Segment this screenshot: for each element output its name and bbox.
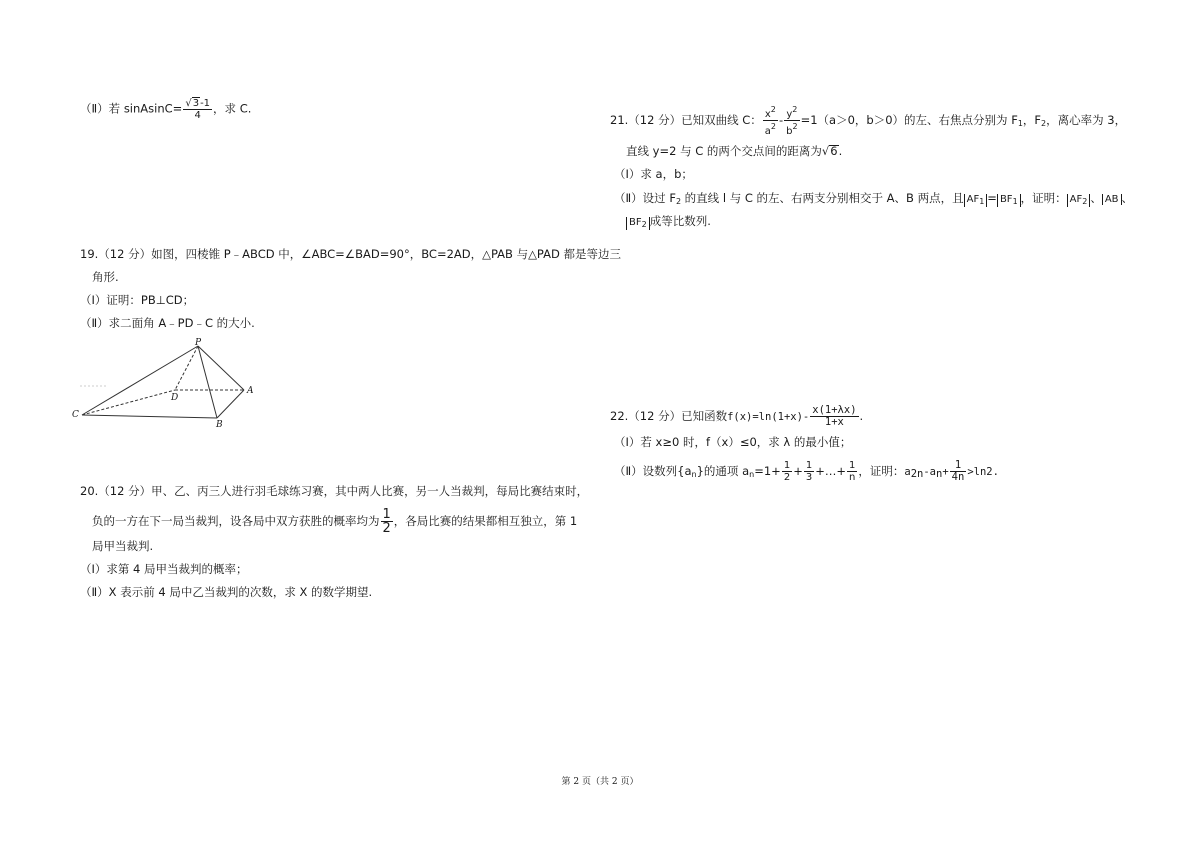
q18-part2-suffix: ，求 C.	[213, 101, 252, 116]
q21-b-exp: 2	[792, 122, 798, 131]
q22-prefix: 22.（12 分）已知函数	[610, 409, 728, 423]
q22-f4d: 4n	[951, 471, 965, 483]
q22-plus2: +	[942, 466, 949, 478]
q21-x-exp: 2	[770, 105, 776, 114]
label-D: D	[171, 393, 179, 403]
q21-abs-bf1	[997, 194, 1021, 207]
q21-part2-mid: 的直线 l 与 C 的左、右两支分别相交于 A、B 两点，且	[681, 191, 964, 205]
q21-minus: -	[779, 113, 784, 127]
q21-abs-af1	[964, 194, 988, 207]
q21-bf1-sub: 1	[1012, 197, 1018, 206]
q22-subn: n	[936, 468, 943, 480]
page-footer: 第 2 页（共 2 页）	[561, 777, 639, 787]
label-A: A	[247, 386, 254, 396]
q22-den: 1+x	[824, 416, 844, 428]
q22-frac1	[782, 460, 792, 483]
q21-eq: =	[987, 191, 997, 205]
q22-part1: （Ⅰ）若 x≥0 时，f（x）≤0，求 λ 的最小值；	[614, 435, 852, 449]
q21-x-frac	[763, 104, 778, 137]
q20-line1: 20.（12 分）甲、乙、丙三人进行羽毛球练习赛，其中两人比赛，另一人当裁判，每局比赛结束时，	[80, 484, 589, 498]
q20-part2: （Ⅱ）X 表示前 4 局中乙当裁判的次数，求 X 的数学期望.	[80, 585, 373, 599]
q21-sub1: 1	[1017, 119, 1023, 128]
q21-b: b	[786, 126, 793, 137]
q22-part2-prefix: （Ⅱ）设数列{a	[614, 464, 692, 478]
q20-half-num: 1	[382, 507, 391, 522]
q18-part2	[80, 97, 251, 121]
q22-period: .	[859, 409, 864, 423]
q21-comma: 、	[1090, 191, 1102, 205]
q20-part1: （Ⅰ）求第 4 局甲当裁判的概率；	[80, 562, 248, 576]
label-P: P	[195, 338, 202, 348]
q21-y: y	[786, 109, 793, 120]
q21-tail: ，离心率为 3，	[1046, 113, 1127, 127]
q21-af2: AF	[1069, 194, 1083, 205]
q21-part2-suffix: ，证明：	[1020, 191, 1067, 205]
q22-line1	[610, 405, 863, 428]
q19-line2: 角形.	[92, 270, 119, 284]
q22-a2n: a	[904, 466, 911, 478]
q22-eq1: =1+	[754, 464, 781, 478]
q18-num-rest: -1	[200, 98, 211, 109]
q22-f1d: 2	[783, 472, 791, 483]
q22-frac4	[950, 460, 967, 483]
q22-part2	[614, 460, 999, 483]
q20-line2-suffix: ，各局比赛的结果都相互独立，第 1	[393, 514, 578, 528]
q21-x: x	[764, 109, 771, 120]
q21-line2-suffix: .	[838, 144, 843, 158]
q22-func: f(x)=ln(1+x)-	[727, 411, 810, 423]
q22-f2n: 1	[805, 460, 813, 471]
q21-part2-prefix: （Ⅱ）设过 F	[614, 191, 676, 205]
q21-part1: （Ⅰ）求 a，b；	[614, 167, 693, 181]
q21-line1	[610, 104, 1126, 137]
q21-mid: ，F	[1022, 113, 1042, 127]
q21-part2	[614, 190, 1133, 210]
q20-line2-prefix: 负的一方在下一局当裁判，设各局中双方获胜的概率均为	[92, 514, 380, 528]
q22-dots: +…+	[815, 464, 846, 478]
q20-line3: 局甲当裁判.	[92, 539, 154, 553]
q18-fraction: $\frac{√3-1}{4}$	[185, 98, 211, 121]
label-C: C	[72, 410, 79, 420]
pyramid-figure	[70, 338, 270, 430]
q21-ab: AB	[1104, 194, 1119, 205]
q20-line2	[92, 508, 577, 535]
q19-part2: （Ⅱ）求二面角 A﹣PD﹣C 的大小.	[80, 316, 255, 330]
q21-af1: AF	[966, 194, 980, 205]
q21-bf2-sub: 2	[641, 220, 647, 229]
q22-gt: >ln2.	[967, 466, 999, 478]
q21-af1-sub: 1	[979, 197, 985, 206]
q22-sub-n2: n	[749, 470, 755, 479]
q21-prefix: 21.（12 分）已知双曲线 C：	[610, 113, 762, 127]
q21-abs-ab	[1102, 194, 1122, 205]
q21-sqrt6: 6	[830, 144, 838, 158]
q22-f3n: 1	[848, 460, 856, 471]
q22-num: x(1+λx)	[812, 404, 857, 416]
q21-comma2: 、	[1121, 191, 1134, 205]
q22-f1n: 1	[783, 460, 791, 471]
q21-y-frac	[784, 104, 799, 137]
q21-line2: 直线 y=2 与 C 的两个交点间的距离为√6.	[626, 144, 843, 158]
q21-eq-rest: =1（a＞0，b＞0）的左、右焦点分别为 F	[800, 113, 1018, 127]
q21-line2-prefix: 直线 y=2 与 C 的两个交点间的距离为	[626, 144, 822, 158]
label-B: B	[216, 420, 223, 430]
q20-half-fraction	[381, 508, 393, 535]
q22-frac3	[847, 460, 857, 483]
q20-half-den: 2	[382, 521, 391, 536]
q21-sub2: 2	[1041, 119, 1047, 128]
q21-a: a	[764, 126, 771, 137]
q21-bf1: BF	[999, 194, 1013, 205]
q18-den: 4	[194, 110, 201, 121]
q21-abs-bf2	[626, 217, 650, 230]
q19-line1: 19.（12 分）如图，四棱锥 P﹣ABCD 中，∠ABC=∠BAD=90°，BC=2AD，△PAB 与△PAD 都是等边三	[80, 247, 621, 261]
q21-part2-sub2: 2	[675, 197, 682, 206]
q22-minus-a: -a	[923, 466, 936, 478]
q21-line4	[626, 213, 711, 230]
q22-f4n: 1	[950, 460, 967, 472]
q21-af2-sub: 2	[1082, 197, 1088, 206]
q22-plus: +	[793, 464, 803, 478]
q18-part2-prefix: （Ⅱ）若 sinAsinC=	[80, 101, 183, 116]
q18-sqrt3: 3	[192, 98, 200, 109]
q21-bf2: BF	[629, 217, 642, 228]
q21-y-exp: 2	[792, 105, 798, 114]
q21-a-exp: 2	[770, 122, 776, 131]
q22-sub-n1: n	[691, 470, 697, 479]
q22-f2d: 3	[805, 472, 813, 483]
q22-part2-mid: }的通项 a	[696, 464, 750, 478]
q22-f3d: n	[849, 472, 856, 483]
q22-prove: ，证明：	[858, 464, 905, 478]
q22-frac2	[804, 460, 814, 483]
q22-fraction	[810, 405, 858, 428]
q22-sub2n: 2n	[910, 468, 924, 480]
q21-abs-af2	[1067, 194, 1091, 207]
q19-part1: （Ⅰ）证明：PB⊥CD；	[80, 293, 195, 307]
q21-line4-suffix: 成等比数列.	[649, 214, 711, 228]
